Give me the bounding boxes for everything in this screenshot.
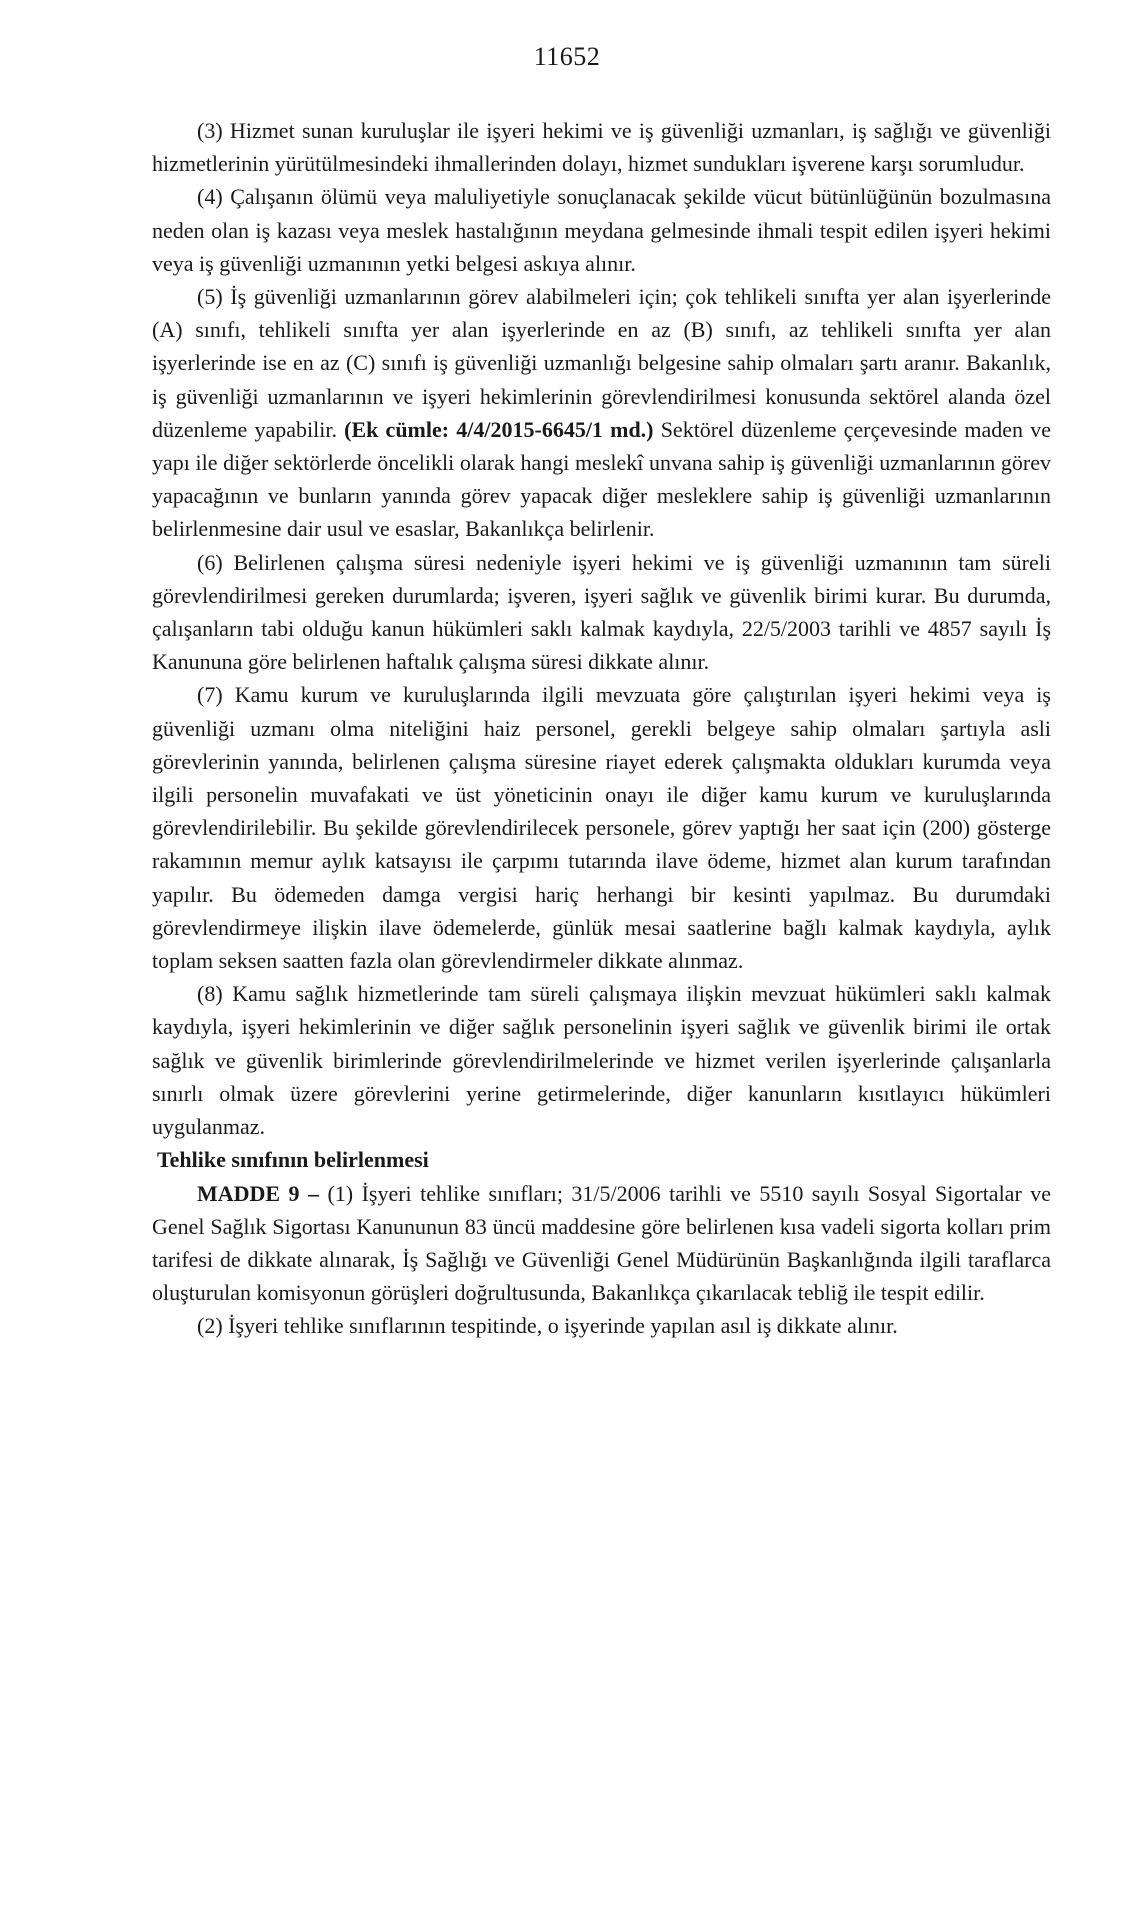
paragraph-5 <box>152 280 1051 546</box>
paragraph-5-text-before: (5) İş güvenliği uzmanlarının görev alabilmeleri için; çok tehlikeli sınıfta yer alan işyerlerinde (A) sınıfı, tehlikeli sınıfta yer alan işyerlerinde en az (B) sınıfı, az tehlikeli sınıfta yer alan işyerlerinde ise en az (C) sınıfı iş güvenliği uzmanlığı belgesine sahip olmaları şartı aranır. Bakanlık, iş güvenliği uzmanlarının ve işyeri hekimlerinin görevlendirilmesi konusunda sektörel alanda özel düzenleme yapabilir. <box>152 284 1051 442</box>
article-9-paragraph-1 <box>152 1177 1051 1310</box>
document-body <box>152 114 1051 1343</box>
amendment-note: (Ek cümle: 4/4/2015-6645/1 md.) <box>344 416 654 442</box>
article-9-paragraph-2: (2) İşyeri tehlike sınıflarının tespitinde, o işyerinde yapılan asıl iş dikkate alınır. <box>197 1313 898 1339</box>
paragraph-7: (7) Kamu kurum ve kuruluşlarında ilgili mevzuata göre çalıştırılan işyeri hekimi veya iş güvenliği uzmanı olma niteliğini haiz personel, gerekli belgeye sahip olmaları şartıyla asli görevlerinin yanında, belirlenen çalışma süresine riayet ederek çalışmakta oldukları kurumda veya ilgili personelin muvafakati ve üst yöneticinin onayı ile diğer kamu kurum ve kuruluşlarında görevlendirilebilir. Bu şekilde görevlendirilecek personele, görev yaptığı her saat için (200) gösterge rakamının memur aylık katsayısı ile çarpımı tutarında ilave ödeme, hizmet alan kurum tarafından yapılır. Bu ödemeden damga vergisi hariç herhangi bir kesinti yapılmaz. Bu durumdaki görevlendirmeye ilişkin ilave ödemelerde, günlük mesai saatlerine bağlı kalmak kaydıyla, aylık toplam seksen saatten fazla olan görevlendirmeler dikkate alınmaz. <box>152 682 1051 974</box>
paragraph-4: (4) Çalışanın ölümü veya maluliyetiyle sonuçlanacak şekilde vücut bütünlüğünün bozulmasına neden olan iş kazası veya meslek hastalığının meydana gelmesinde ihmali tespit edilen işyeri hekimi veya iş güvenliği uzmanının yetki belgesi askıya alınır. <box>152 184 1051 276</box>
paragraph-3: (3) Hizmet sunan kuruluşlar ile işyeri hekimi ve iş güvenliği uzmanları, iş sağlığı ve güvenliği hizmetlerinin yürütülmesindeki ihmallerinden dolayı, hizmet sundukları işverene karşı sorumludur. <box>152 118 1051 177</box>
article-9-paragraph-1-text: (1) İşyeri tehlike sınıfları; 31/5/2006 tarihli ve 5510 sayılı Sosyal Sigortalar ve Genel Sağlık Sigortası Kanununun 83 üncü maddesine göre belirlenen kısa vadeli sigorta kolları prim tarifesi de dikkate alınarak, İş Sağlığı ve Güvenliği Genel Müdürünün Başkanlığında ilgili taraflarca oluşturulan komisyonun görüşleri doğrultusunda, Bakanlıkça çıkarılacak tebliğ ile tespit edilir. <box>152 1180 1051 1306</box>
paragraph-8: (8) Kamu sağlık hizmetlerinde tam süreli çalışmaya ilişkin mevzuat hükümleri saklı kalmak kaydıyla, işyeri hekimlerinin ve diğer sağlık personelinin işyeri sağlık ve güvenlik birimi ile ortak sağlık ve güvenlik birimlerinde görevlendirilmelerinde ve hizmet verilen işyerlerinde çalışanlarla sınırlı olmak üzere görevlerini yerine getirmelerinde, diğer kanunların kısıtlayıcı hükümleri uygulanmaz. <box>152 981 1051 1140</box>
page-number: 11652 <box>533 42 601 71</box>
article-label: MADDE 9 – <box>197 1180 320 1206</box>
paragraph-6: (6) Belirlenen çalışma süresi nedeniyle işyeri hekimi ve iş güvenliği uzmanının tam süreli görevlendirilmesi gereken durumlarda; işveren, işyeri sağlık ve güvenlik birimi kurar. Bu durumda, çalışanların tabi olduğu kanun hükümleri saklı kalmak kaydıyla, 22/5/2003 tarihli ve 4857 sayılı İş Kanununa göre belirlenen haftalık çalışma süresi dikkate alınır. <box>152 549 1051 675</box>
paragraph-5-text-after: Sektörel düzenleme çerçevesinde maden ve yapı ile diğer sektörlerde öncelikli olarak hangi meslekî unvana sahip iş güvenliği uzmanlarının görev yapacağının ve bunların yanında görev yapacak diğer mesleklere sahip iş güvenliği uzmanlarının belirlenmesine dair usul ve esaslar, Bakanlıkça belirlenir. <box>152 416 1052 542</box>
section-heading: Tehlike sınıfının belirlenmesi <box>157 1147 429 1173</box>
